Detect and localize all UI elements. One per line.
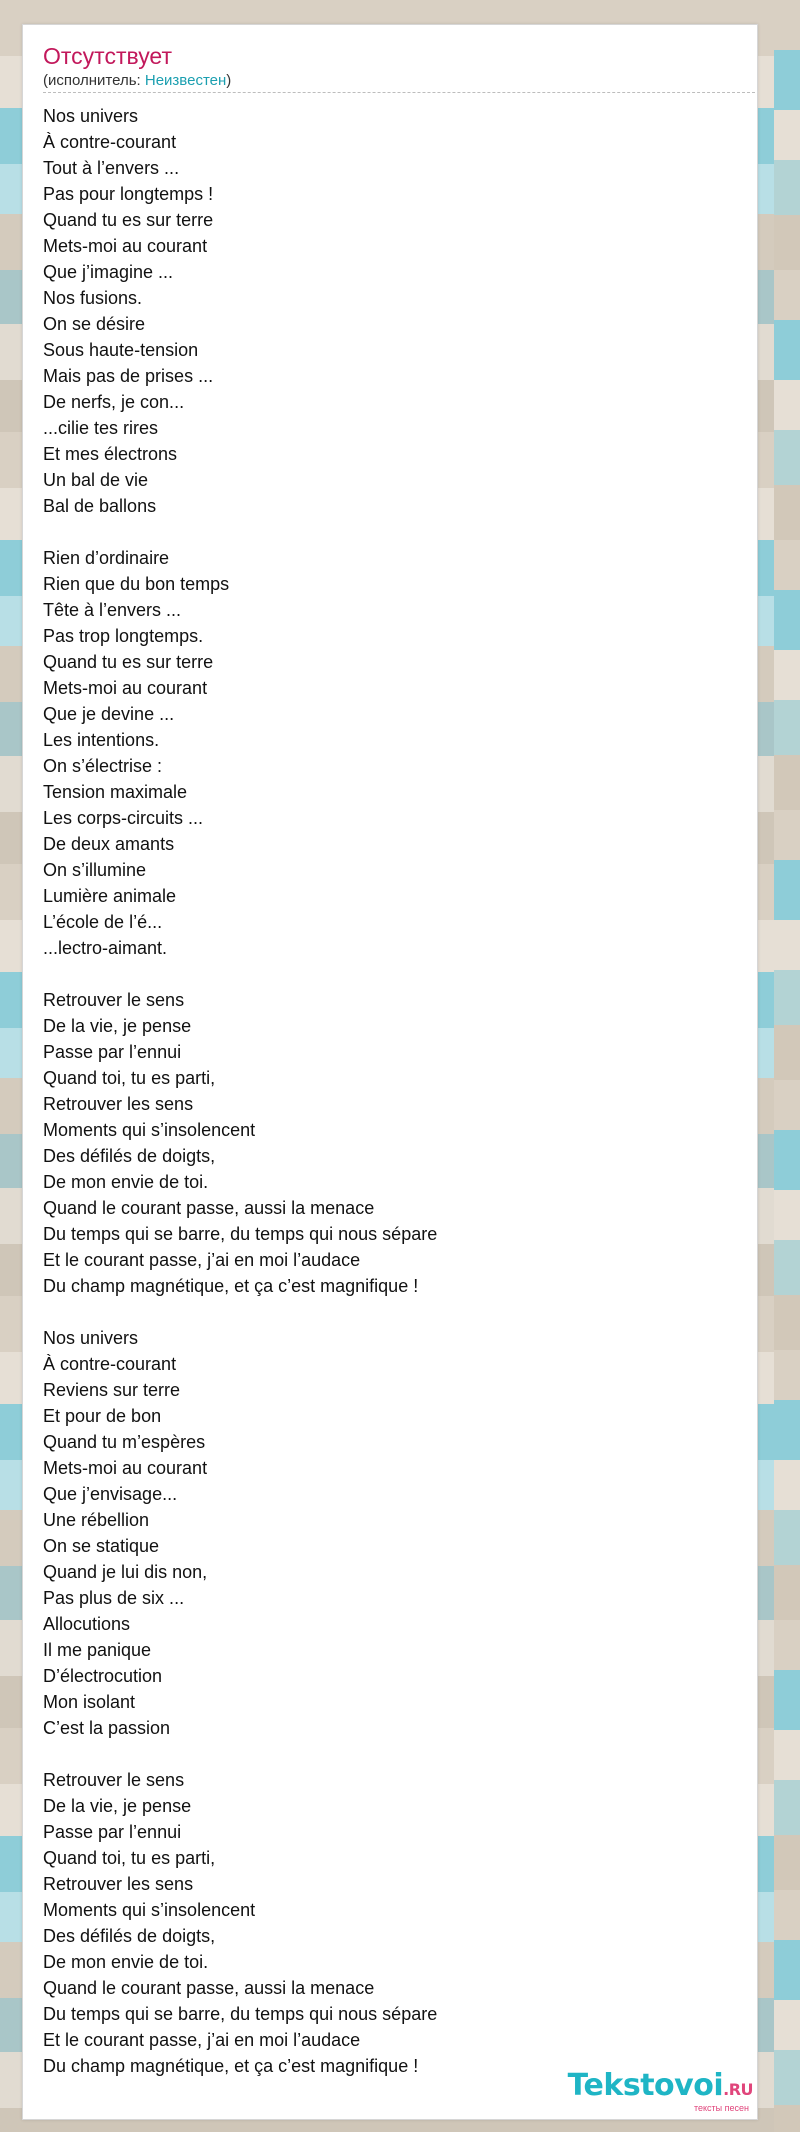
stanza — [43, 545, 743, 961]
lyric-line: Mais pas de prises ... — [43, 366, 214, 386]
lyric-line: Les intentions. — [43, 730, 160, 750]
lyric-line: De mon envie de toi. — [43, 1172, 209, 1192]
lyric-line: Tension maximale — [43, 782, 188, 802]
lyric-line: Et le courant passe, j’ai en moi l’audace — [43, 1250, 361, 1270]
lyric-line: Mets-moi au courant — [43, 1458, 208, 1478]
stanza — [43, 103, 743, 519]
lyric-line: Moments qui s’insolencent — [43, 1120, 256, 1140]
lyric-line: Pas trop longtemps. — [43, 626, 204, 646]
lyric-line: Moments qui s’insolencent — [43, 1900, 256, 1920]
lyric-line: Des défilés de doigts, — [43, 1926, 216, 1946]
performer-suffix: ) — [226, 72, 232, 89]
lyric-line: On s’électrise : — [43, 756, 163, 776]
lyric-line: De la vie, je pense — [43, 1796, 192, 1816]
lyric-line: Rien que du bon temps — [43, 574, 230, 594]
lyric-line: Pas pour longtemps ! — [43, 184, 214, 204]
lyric-line: À contre-courant — [43, 132, 177, 152]
lyric-line: Il me panique — [43, 1640, 152, 1660]
lyric-line: Tout à l’envers ... — [43, 158, 180, 178]
lyric-line: Passe par l’ennui — [43, 1822, 182, 1842]
lyric-line: Et mes électrons — [43, 444, 178, 464]
lyric-line: L’école de l’é... — [43, 912, 163, 932]
lyric-line: Quand tu es sur terre — [43, 652, 214, 672]
lyric-line: ...cilie tes rires — [43, 418, 159, 438]
lyric-line: De la vie, je pense — [43, 1016, 192, 1036]
lyric-line: Mets-moi au courant — [43, 236, 208, 256]
lyric-line: Du temps qui se barre, du temps qui nous sépare — [43, 1224, 438, 1244]
logo-tagline: тексты песен — [693, 2103, 749, 2113]
lyric-line: À contre-courant — [43, 1354, 177, 1374]
site-logo[interactable] — [553, 2068, 753, 2113]
stanza — [43, 1325, 743, 1741]
logo-name: Tekstovoi — [567, 2068, 724, 2103]
lyric-line: On se désire — [43, 314, 146, 334]
performer-link[interactable]: Неизвестен — [144, 72, 227, 89]
lyric-line: Du champ magnétique, et ça c’est magnifique ! — [43, 2056, 419, 2076]
lyric-line: Allocutions — [43, 1614, 131, 1634]
title-divider — [43, 92, 755, 93]
lyric-line: Que j’envisage... — [43, 1484, 178, 1504]
lyric-line: Nos fusions. — [43, 288, 143, 308]
lyric-line: Quand tu es sur terre — [43, 210, 214, 230]
performer-line — [43, 72, 231, 89]
lyric-line: Pas plus de six ... — [43, 1588, 185, 1608]
lyric-line: Bal de ballons — [43, 496, 157, 516]
lyric-line: Du temps qui se barre, du temps qui nous sépare — [43, 2004, 438, 2024]
lyric-line: Sous haute-tension — [43, 340, 199, 360]
lyrics-body — [43, 103, 743, 2079]
lyric-line: Quand toi, tu es parti, — [43, 1848, 216, 1868]
lyric-line: Nos univers — [43, 1328, 139, 1348]
lyric-line: Passe par l’ennui — [43, 1042, 182, 1062]
lyric-line: On s’illumine — [43, 860, 147, 880]
logo-tld: .RU — [723, 2080, 753, 2099]
lyric-line: Et pour de bon — [43, 1406, 162, 1426]
song-title: Отсутствует — [43, 43, 172, 69]
lyric-line: On se statique — [43, 1536, 160, 1556]
stanza — [43, 987, 743, 1299]
lyric-line: De mon envie de toi. — [43, 1952, 209, 1972]
lyrics-card — [22, 24, 758, 2120]
lyric-line: Retrouver les sens — [43, 1094, 194, 1114]
lyric-line: Du champ magnétique, et ça c’est magnifique ! — [43, 1276, 419, 1296]
lyric-line: Quand tu m’espères — [43, 1432, 206, 1452]
lyric-line: Des défilés de doigts, — [43, 1146, 216, 1166]
lyric-line: Lumière animale — [43, 886, 177, 906]
lyric-line: Les corps-circuits ... — [43, 808, 204, 828]
stanza — [43, 1767, 743, 2079]
lyric-line: Rien d’ordinaire — [43, 548, 170, 568]
lyric-line: Retrouver le sens — [43, 990, 185, 1010]
lyric-line: Retrouver les sens — [43, 1874, 194, 1894]
lyric-line: ...lectro-aimant. — [43, 938, 168, 958]
lyric-line: De nerfs, je con... — [43, 392, 185, 412]
lyric-line: Quand le courant passe, aussi la menace — [43, 1198, 375, 1218]
lyric-line: Quand le courant passe, aussi la menace — [43, 1978, 375, 1998]
lyric-line: Retrouver le sens — [43, 1770, 185, 1790]
lyric-line: Et le courant passe, j’ai en moi l’audace — [43, 2030, 361, 2050]
lyric-line: Quand je lui dis non, — [43, 1562, 208, 1582]
lyric-line: C’est la passion — [43, 1718, 171, 1738]
lyric-line: Mets-moi au courant — [43, 678, 208, 698]
lyric-line: Mon isolant — [43, 1692, 136, 1712]
lyric-line: D’électrocution — [43, 1666, 163, 1686]
lyric-line: Tête à l’envers ... — [43, 600, 182, 620]
performer-prefix: (исполнитель: — [43, 72, 145, 89]
lyric-line: Nos univers — [43, 106, 139, 126]
lyric-line: Une rébellion — [43, 1510, 150, 1530]
lyric-line: Quand toi, tu es parti, — [43, 1068, 216, 1088]
lyric-line: Reviens sur terre — [43, 1380, 181, 1400]
lyric-line: Que je devine ... — [43, 704, 175, 724]
background-stripes — [774, 0, 800, 2132]
lyric-line: De deux amants — [43, 834, 175, 854]
lyric-line: Un bal de vie — [43, 470, 149, 490]
lyric-line: Que j’imagine ... — [43, 262, 174, 282]
